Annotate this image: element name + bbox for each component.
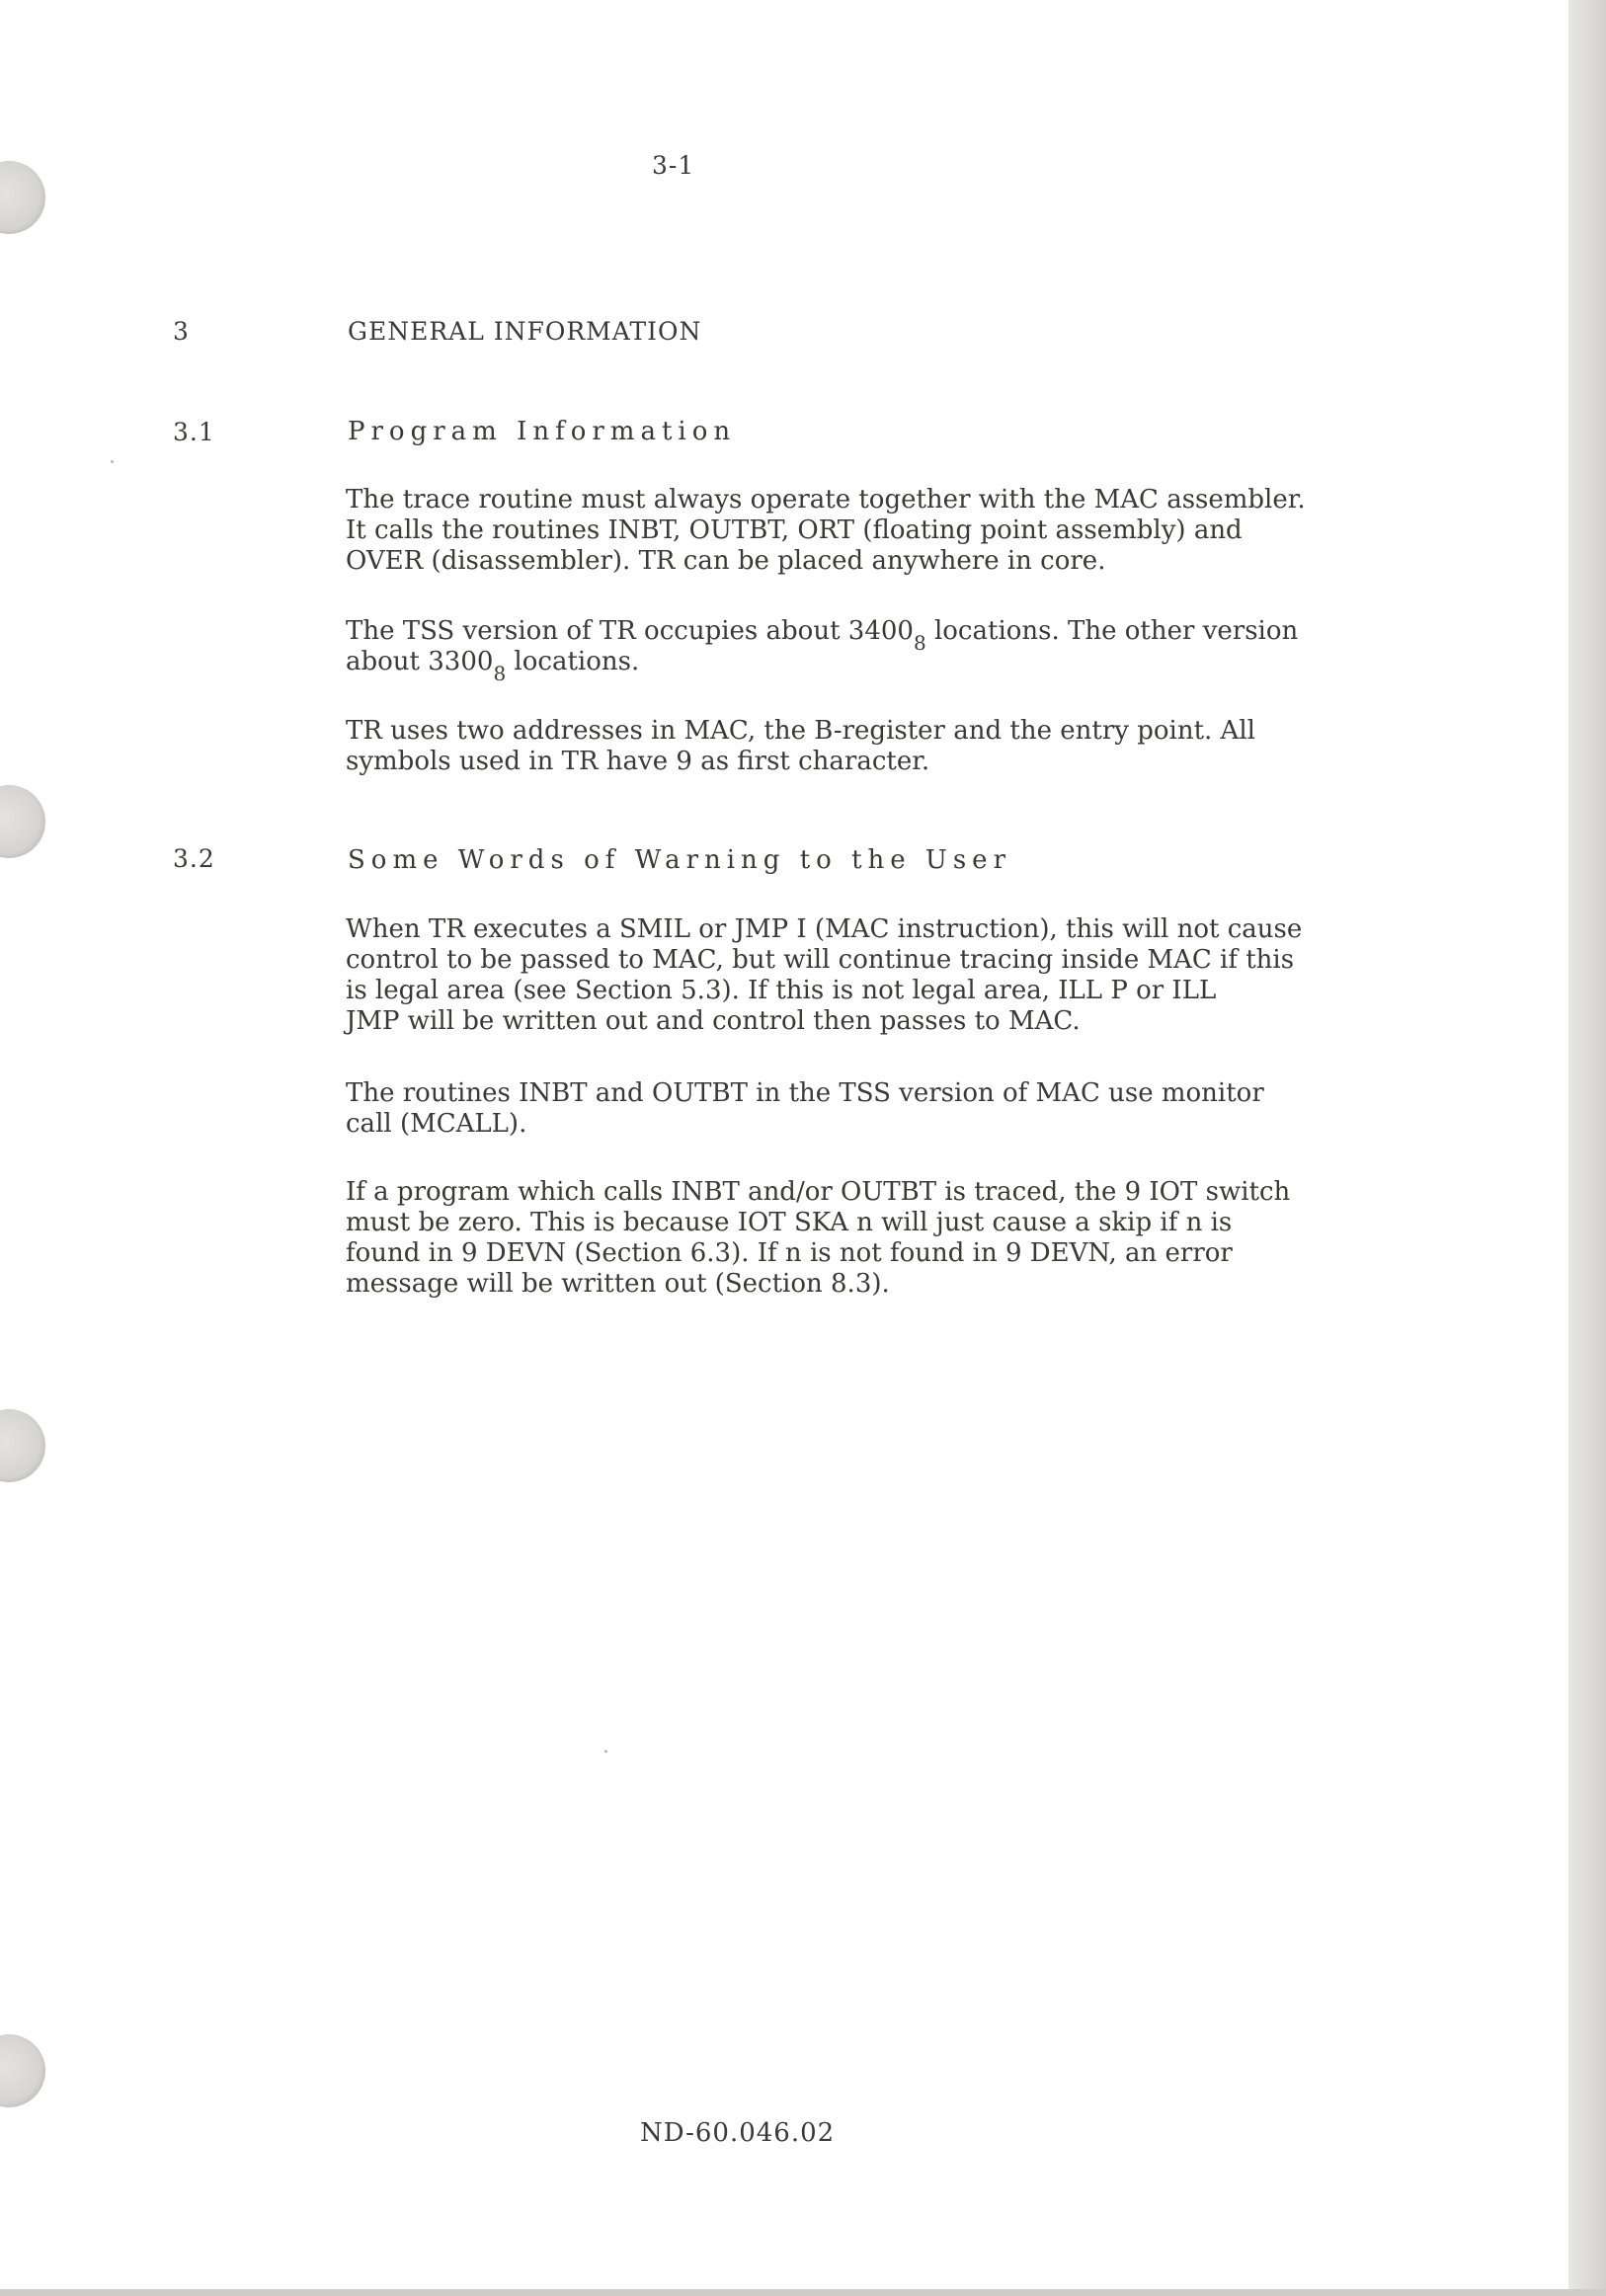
text-line: The routines INBT and OUTBT in the TSS version of MAC use monitor <box>346 1078 1264 1108</box>
paper-speck <box>604 1750 607 1753</box>
text-line <box>346 647 1298 685</box>
paper-speck <box>111 460 114 463</box>
chapter-title: GENERAL INFORMATION <box>348 317 702 346</box>
text-line: found in 9 DEVN (Section 6.3). If n is not found in 9 DEVN, an error <box>346 1238 1233 1268</box>
binder-hole-4 <box>0 2034 45 2107</box>
text-line: call (MCALL). <box>346 1109 527 1139</box>
subscript: 8 <box>913 631 926 655</box>
chapter-number: 3 <box>173 317 190 346</box>
paragraph <box>346 1177 1290 1300</box>
text-line <box>346 616 1299 655</box>
text-line: message will be written out (Section 8.3). <box>346 1269 890 1299</box>
paragraph <box>346 914 1302 1037</box>
binder-hole-3 <box>0 1409 45 1482</box>
document-footer: ND-60.046.02 <box>640 2118 836 2148</box>
text-line: TR uses two addresses in MAC, the B-register and the entry point. All <box>346 716 1255 746</box>
paragraph <box>346 1078 1264 1140</box>
paragraph <box>346 485 1306 577</box>
section-title: Some Words of Warning to the User <box>348 845 1011 875</box>
text-run: The TSS version of TR occupies about 3400 <box>346 616 914 646</box>
text-run: about 3300 <box>346 647 494 676</box>
section-number: 3.2 <box>173 844 215 873</box>
binder-hole-2 <box>0 785 45 858</box>
text-line: must be zero. This is because IOT SKA n will just cause a skip if n is <box>346 1208 1233 1237</box>
text-line: is legal area (see Section 5.3). If this is not legal area, ILL P or ILL <box>346 976 1217 1005</box>
subscript: 8 <box>493 662 507 685</box>
text-line: It calls the routines INBT, OUTBT, ORT (floating point assembly) and <box>346 515 1243 545</box>
binder-hole-1 <box>0 161 45 234</box>
text-line: OVER (disassembler). TR can be placed anywhere in core. <box>346 546 1106 576</box>
text-line: When TR executes a SMIL or JMP I (MAC instruction), this will not cause <box>346 914 1303 944</box>
text-line: If a program which calls INBT and/or OUTBT is traced, the 9 IOT switch <box>346 1177 1291 1207</box>
section-number: 3.1 <box>173 418 215 446</box>
section-title: Program Information <box>348 417 737 446</box>
paragraph <box>346 616 1299 685</box>
text-line: JMP will be written out and control then passes to MAC. <box>346 1006 1081 1036</box>
text-run: locations. <box>506 647 640 676</box>
text-line: symbols used in TR have 9 as first character. <box>346 747 930 776</box>
text-line: control to be passed to MAC, but will continue tracing inside MAC if this <box>346 945 1295 975</box>
text-run: locations. The other version <box>925 616 1299 646</box>
paragraph <box>346 716 1255 777</box>
text-line: The trace routine must always operate together with the MAC assembler. <box>346 485 1306 515</box>
page-number: 3-1 <box>652 151 695 180</box>
page-edge-shadow <box>1568 0 1606 2296</box>
page-bottom-edge <box>0 2289 1606 2296</box>
